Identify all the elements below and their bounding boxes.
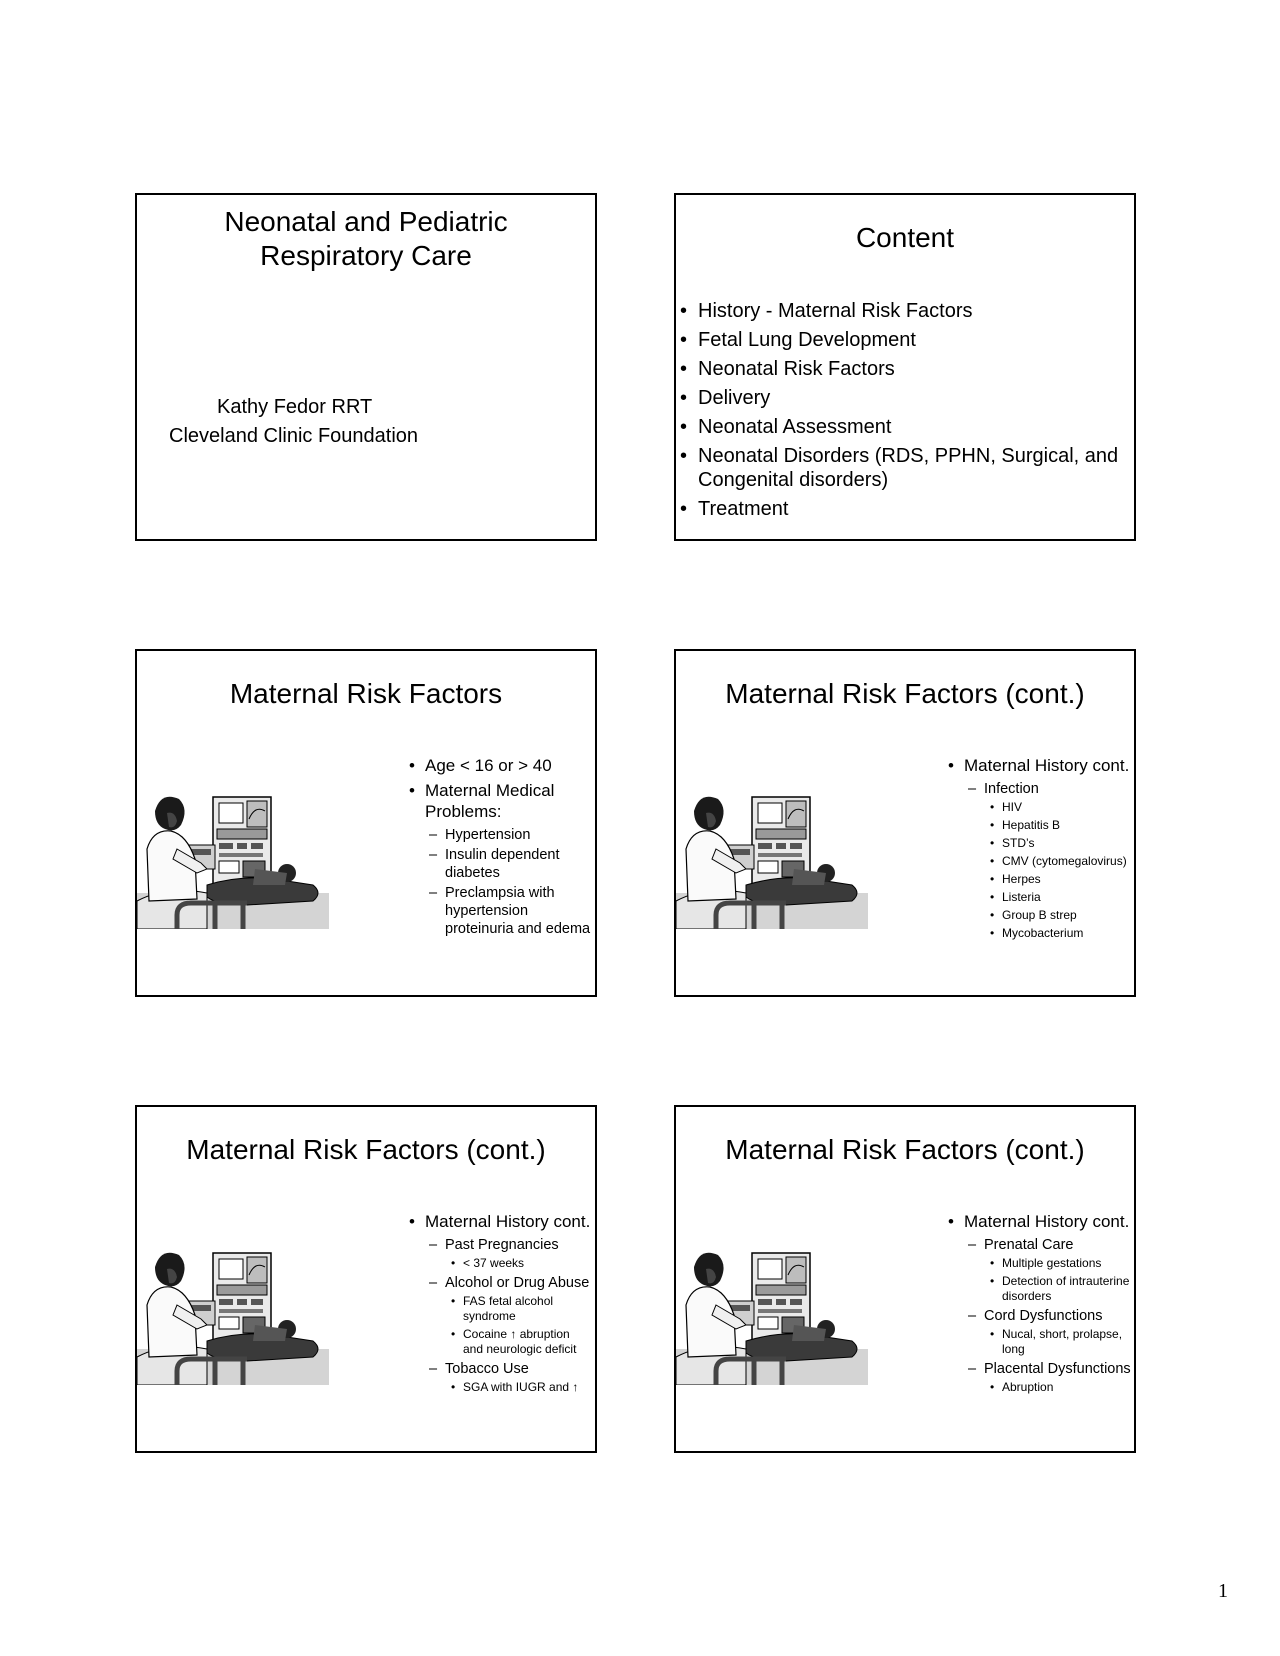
sub-sub-bullet-item: • Herpes bbox=[946, 872, 1132, 887]
sub-sub-bullet-item: • Detection of intrauterine disorders bbox=[946, 1274, 1132, 1304]
slide-1 bbox=[135, 193, 597, 541]
author-name: Kathy Fedor RRT bbox=[217, 396, 373, 418]
ultrasound-clipart bbox=[676, 789, 868, 929]
author-block bbox=[169, 393, 418, 451]
organization: Cleveland Clinic Foundation bbox=[169, 425, 419, 447]
sub-sub-bullet-item: • Group B strep bbox=[946, 908, 1132, 923]
bullet-item: • Maternal History cont. bbox=[946, 1211, 1132, 1232]
ultrasound-clipart bbox=[676, 1245, 868, 1385]
sub-sub-bullet-item: • CMV (cytomegalovirus) bbox=[946, 854, 1132, 869]
bullet-list bbox=[407, 755, 593, 940]
list-item: • Fetal Lung Development bbox=[678, 328, 1126, 352]
sub-bullet-item: – Insulin dependent diabetes bbox=[407, 846, 593, 882]
sub-sub-bullet-item: • Nucal, short, prolapse, long bbox=[946, 1327, 1132, 1357]
sub-bullet-item: – Hypertension bbox=[407, 826, 593, 844]
bullet-list bbox=[946, 755, 1132, 944]
title-line-1: Neonatal and Pediatric bbox=[224, 206, 508, 237]
slide-title: Content bbox=[855, 222, 955, 253]
bullet-list bbox=[407, 1211, 593, 1398]
list-item: • Neonatal Assessment bbox=[678, 415, 1126, 439]
bullet-list bbox=[946, 1211, 1132, 1398]
ultrasound-clipart bbox=[137, 1245, 329, 1385]
sub-bullet-item: – Cord Dysfunctions bbox=[946, 1307, 1132, 1325]
bullet-item: • Maternal History cont. bbox=[946, 755, 1132, 776]
sub-sub-bullet-item: • FAS fetal alcohol syndrome bbox=[407, 1294, 593, 1324]
sub-bullet-item: – Infection bbox=[946, 780, 1132, 798]
sub-sub-bullet-item: • Listeria bbox=[946, 890, 1132, 905]
sub-bullet-item: – Alcohol or Drug Abuse bbox=[407, 1274, 593, 1292]
list-item: • Neonatal Disorders (RDS, PPHN, Surgical, and Congenital disorders) bbox=[678, 444, 1126, 492]
sub-sub-bullet-item: • HIV bbox=[946, 800, 1132, 815]
slide-3 bbox=[135, 649, 597, 997]
sub-sub-bullet-item: • STD’s bbox=[946, 836, 1132, 851]
page-number: 1 bbox=[1218, 1580, 1228, 1602]
sub-sub-bullet-item: • Cocaine ↑ abruption and neurologic deficit bbox=[407, 1327, 593, 1357]
sub-bullet-item: – Prenatal Care bbox=[946, 1236, 1132, 1254]
list-item: • Treatment bbox=[678, 497, 1126, 521]
bullet-item: • Maternal History cont. bbox=[407, 1211, 593, 1232]
sub-sub-bullet-item: • Multiple gestations bbox=[946, 1256, 1132, 1271]
sub-bullet-item: – Preclampsia with hypertension proteinuria and edema bbox=[407, 884, 593, 938]
list-item: • Neonatal Risk Factors bbox=[678, 357, 1126, 381]
sub-bullet-item: – Placental Dysfunctions bbox=[946, 1360, 1132, 1378]
title-line-2: Respiratory Care bbox=[260, 240, 472, 271]
slide-title: Maternal Risk Factors bbox=[229, 678, 503, 709]
sub-bullet-item: – Past Pregnancies bbox=[407, 1236, 593, 1254]
slide-title bbox=[137, 205, 595, 273]
list-item: • History - Maternal Risk Factors bbox=[678, 299, 1126, 323]
ultrasound-clipart bbox=[137, 789, 329, 929]
bullet-item: • Maternal Medical Problems: bbox=[407, 780, 593, 822]
bullet-item: • Age < 16 or > 40 bbox=[407, 755, 593, 776]
slide-6 bbox=[674, 1105, 1136, 1453]
sub-sub-bullet-item: • < 37 weeks bbox=[407, 1256, 593, 1271]
sub-bullet-item: – Tobacco Use bbox=[407, 1360, 593, 1378]
sub-sub-bullet-item: • Mycobacterium bbox=[946, 926, 1132, 941]
content-list bbox=[678, 299, 1126, 526]
slide-title: Maternal Risk Factors (cont.) bbox=[725, 678, 1085, 709]
slide-2 bbox=[674, 193, 1136, 541]
list-item: • Delivery bbox=[678, 386, 1126, 410]
slide-title: Maternal Risk Factors (cont.) bbox=[186, 1134, 546, 1165]
sub-sub-bullet-item: • Hepatitis B bbox=[946, 818, 1132, 833]
slide-4 bbox=[674, 649, 1136, 997]
sub-sub-bullet-item: • SGA with IUGR and ↑ bbox=[407, 1380, 593, 1395]
slide-5 bbox=[135, 1105, 597, 1453]
slide-title: Maternal Risk Factors (cont.) bbox=[725, 1134, 1085, 1165]
sub-sub-bullet-item: • Abruption bbox=[946, 1380, 1132, 1395]
